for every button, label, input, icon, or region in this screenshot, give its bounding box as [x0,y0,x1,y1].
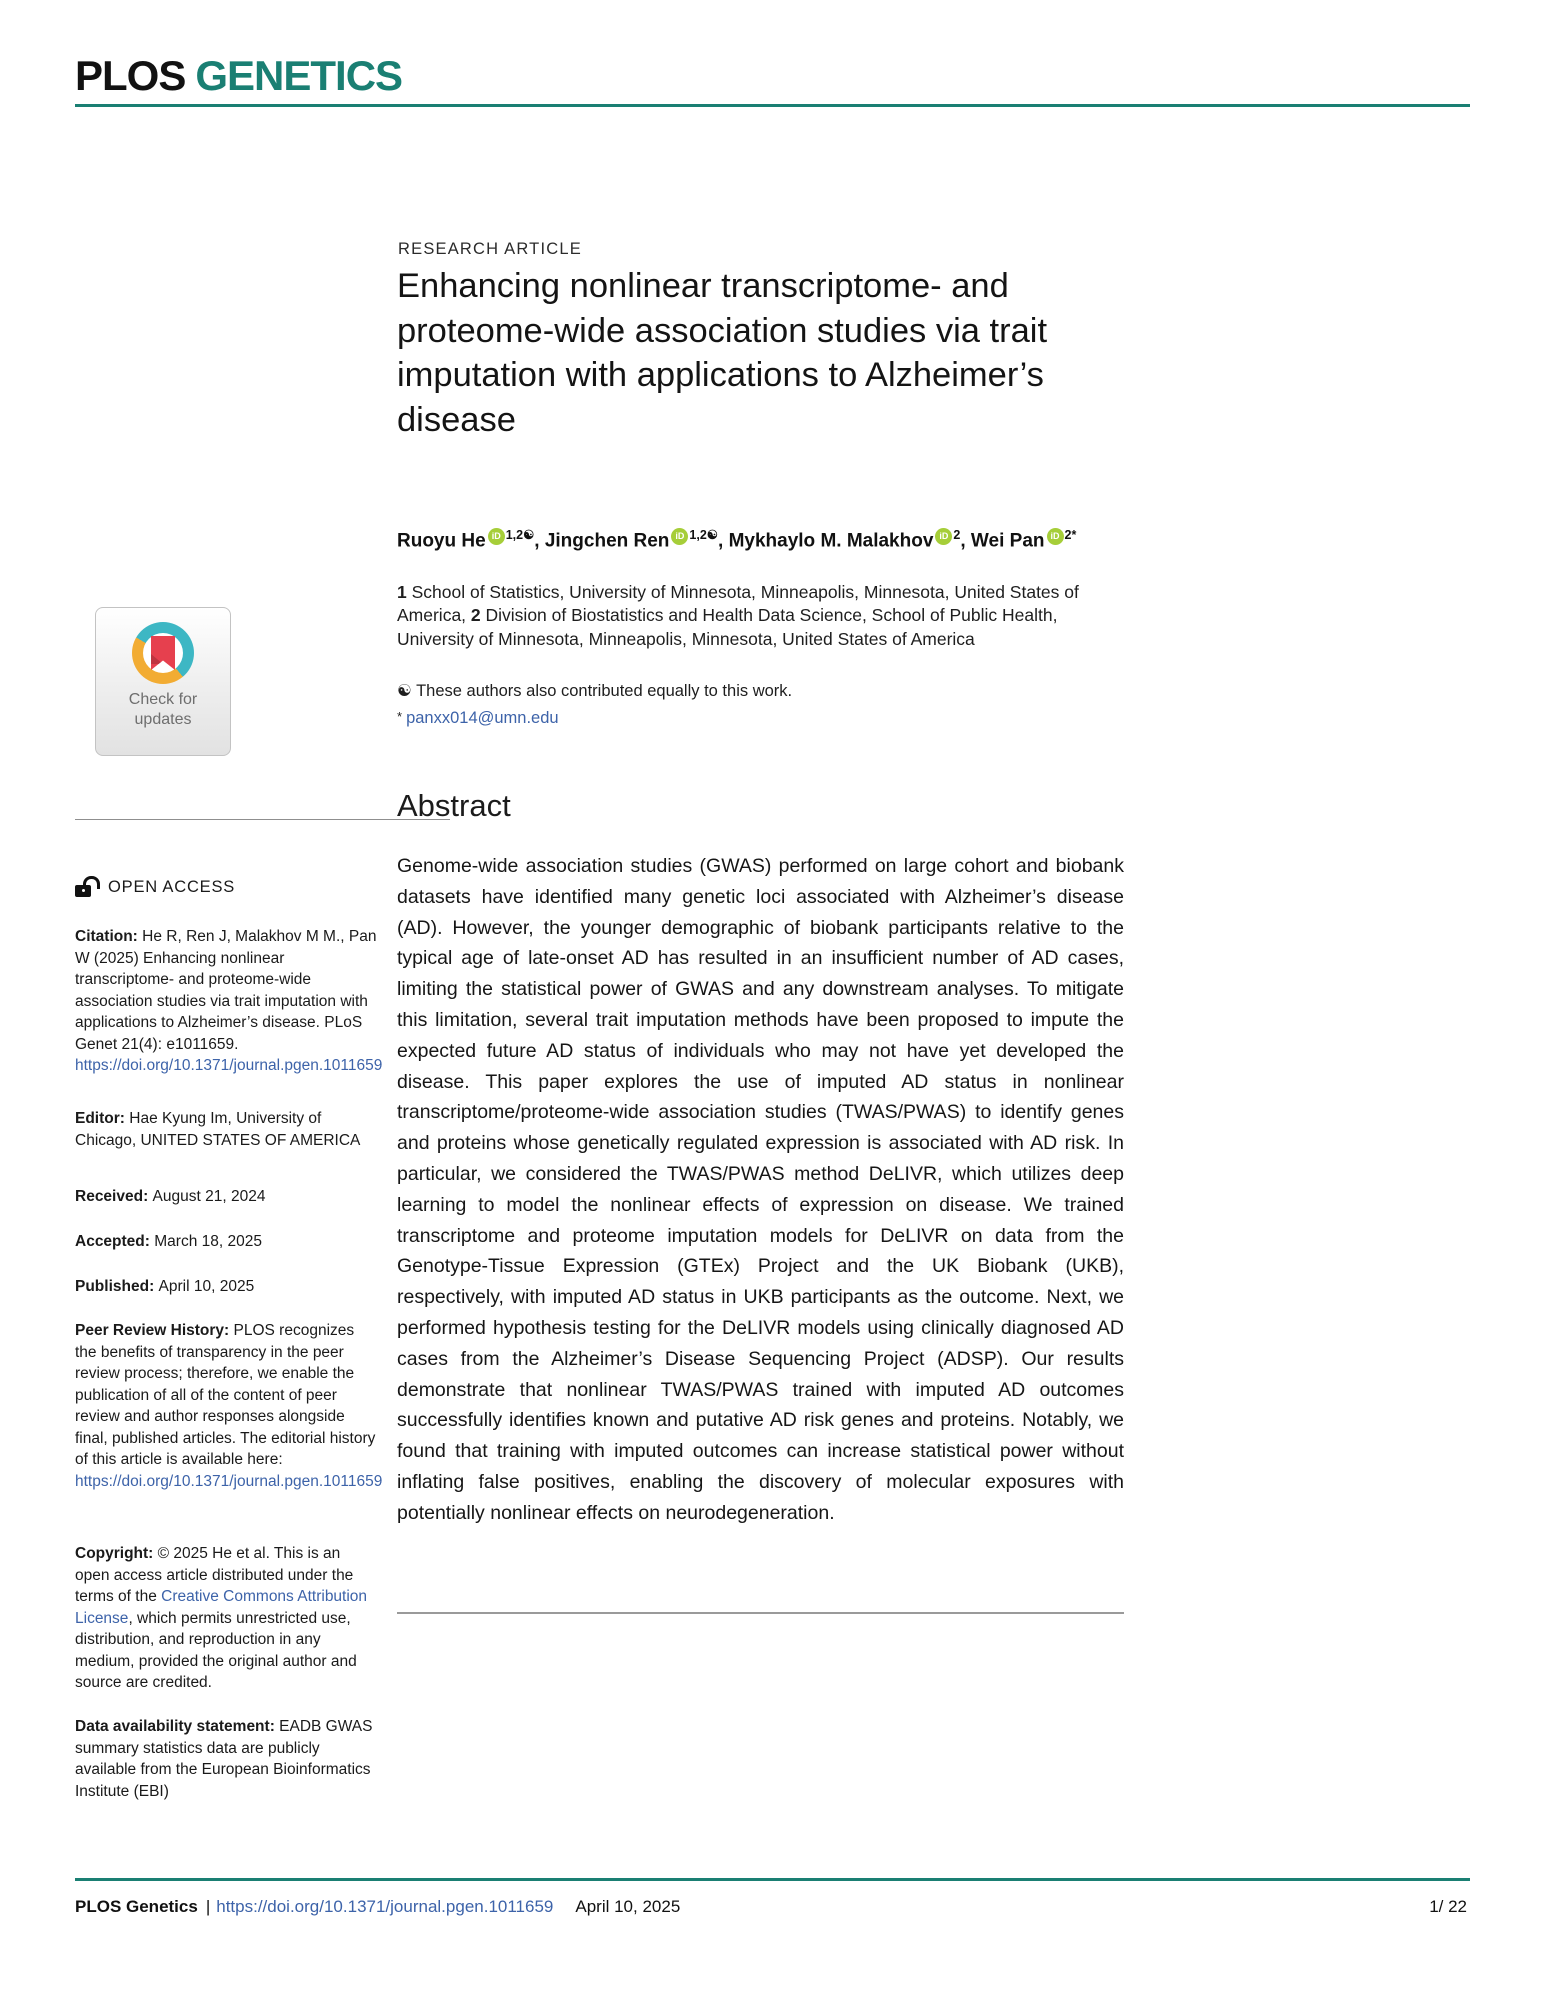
corresponding-marker: * [397,709,403,724]
peer-review-label: Peer Review History: [75,1322,234,1339]
accepted-block [75,1231,378,1253]
abstract-end-rule [397,1612,1124,1614]
author-line: Ruoyu He iD $^{1,2☯}$, Jingchen Ren iD $^{1,2☯}$, Mykhaylo M. Malakhov iD $^2$, Wei Pan iD $^{2*}$ [397,528,1077,552]
logo-journal-name: GENETICS [195,52,403,99]
crossmark-icon [132,622,194,684]
citation-doi-link[interactable]: https://doi.org/10.1371/journal.pgen.1011659 [75,1057,383,1075]
abstract-text: Genome-wide association studies (GWAS) performed on large cohort and biobank datasets have identified many genetic loci associated with Alzheimer’s disease (AD). However, the younger demographic of biobank participants relative to the typical age of late-onset AD has resulted in an insufficient number of AD cases, limiting the statistical power of GWAS and any downstream analyses. To mitigate this limitation, several trait imputation methods have been proposed to impute the expected future AD status of individuals who may not have yet developed the disease. This paper explores the use of imputed AD status in nonlinear transcriptome/proteome-wide association studies (TWAS/PWAS) to identify genes and proteins whose genetically regulated expression is associated with AD risk. In particular, we considered the TWAS/PWAS method DeLIVR, which utilizes deep learning to model the nonlinear effects of expression on disease. We trained transcriptome and proteome imputation models for DeLIVR on data from the Genotype-Tissue Expression (GTEx) Project and the UK Biobank (UKB), respectively, with imputed AD status in UKB participants as the outcome. Next, we performed hypothesis testing for the DeLIVR models using clinically diagnosed AD cases from the Alzheimer’s Disease Sequencing Project (ADSP). Our results demonstrate that nonlinear TWAS/PWAS trained with imputed AD outcomes successfully identifies known and putative AD risk genes and proteins. Notably, we found that training with imputed outcomes can increase statistical power without inflating false positives, enabling the discovery of molecular exposures with potentially nonlinear effects on neurodegeneration. [397,855,1124,1524]
open-access-label: OPEN ACCESS [108,878,236,896]
affiliations: 1 School of Statistics, University of Minnesota, Minneapolis, Minnesota, United States of America, 2 Division of Biostatistics and Health Data Science, School of Public Health, University of Minnesota, Minneapolis, Minnesota, United States of America [397,582,1079,649]
author-superscript: 1,2☯ [689,528,719,542]
author-superscript: 2 [953,528,961,542]
published-label: Published: [75,1278,159,1295]
orcid-icon[interactable]: iD [671,528,688,545]
bookmark-icon [151,636,175,670]
received-block [75,1186,378,1208]
author-superscript: 1,2☯ [505,528,535,542]
orcid-icon[interactable]: iD [488,528,505,545]
footer-journal-name: PLOS Genetics [75,1897,198,1916]
footer-rule [75,1878,1470,1881]
editor-text: Hae Kyung Im, University of Chicago, UNITED STATES OF AMERICA [75,1110,361,1149]
journal-logo [75,52,402,100]
received-label: Received: [75,1188,153,1205]
editor-block [75,1108,378,1151]
open-lock-icon [75,876,98,899]
header-rule [75,104,1470,107]
logo-plos: PLOS [75,52,186,99]
copyright-label: Copyright: [75,1545,158,1562]
footer-page-number: 1/ 22 [1429,1897,1467,1916]
copyright-text-2: , which permits unrestricted use, distribution, and reproduction in any medium, provided the original author and source are credited. [75,1609,357,1692]
published-date: April 10, 2025 [158,1278,255,1295]
orcid-icon[interactable]: iD [935,528,952,545]
copyright-text-1: © 2025 He et al. This is an open access article distributed under the terms of the [75,1545,354,1606]
editor-label: Editor: [75,1110,130,1127]
data-availability-label: Data availability statement: [75,1718,280,1735]
check-for-updates-label: Check for updates [128,691,198,728]
abstract-heading: Abstract [397,788,511,823]
open-access-row [75,876,235,899]
peer-review-text: PLOS recognizes the benefits of transparency in the peer review process; therefore, we enable the publication of all of the content of peer review and author responses alongside final, published articles. The editorial history of this article is available here: [75,1322,376,1469]
citation-label: Citation: [75,928,143,945]
received-date: August 21, 2024 [152,1188,266,1205]
data-availability-block [75,1716,378,1802]
citation-block [75,926,383,1077]
peer-review-history-link[interactable]: https://doi.org/10.1371/journal.pgen.1011659 [75,1472,383,1490]
affiliation-number: 2 [470,605,486,626]
footer-separator: | [205,1897,211,1916]
article-title: Enhancing nonlinear transcriptome- and proteome-wide association studies via trait imputation with applications to Alzheimer’s disease [397,267,1048,439]
accepted-label: Accepted: [75,1233,155,1250]
peer-review-block [75,1320,383,1492]
published-block [75,1276,378,1298]
equal-contribution-note: ☯ These authors also contributed equally to this work. [397,682,793,700]
footer-doi-link[interactable]: https://doi.org/10.1371/journal.pgen.1011659 [216,1897,554,1916]
corresponding-email-link[interactable]: panxx014@umn.edu [406,709,559,727]
check-for-updates-button[interactable] [95,607,231,756]
section-divider [75,819,450,820]
cc-license-link[interactable]: Creative Commons Attribution License [75,1588,368,1627]
citation-text: He R, Ren J, Malakhov M M., Pan W (2025) Enhancing nonlinear transcriptome- and proteome-wide association studies via trait imputation with applications to Alzheimer’s disease. PLoS Genet 21(4): e1011659. [75,928,377,1053]
accepted-date: March 18, 2025 [154,1233,262,1250]
corresponding-author-row [397,709,559,728]
author-superscript: 2* [1064,528,1077,542]
footer-left [75,1897,680,1917]
article-type-kicker: RESEARCH ARTICLE [398,240,582,258]
footer-date: April 10, 2025 [575,1897,681,1916]
data-availability-text: EADB GWAS summary statistics data are publicly available from the European Bioinformatics Institute (EBI) [75,1718,373,1800]
affiliation-number: 1 [397,582,412,602]
copyright-block [75,1543,378,1694]
orcid-icon[interactable]: iD [1047,528,1064,545]
